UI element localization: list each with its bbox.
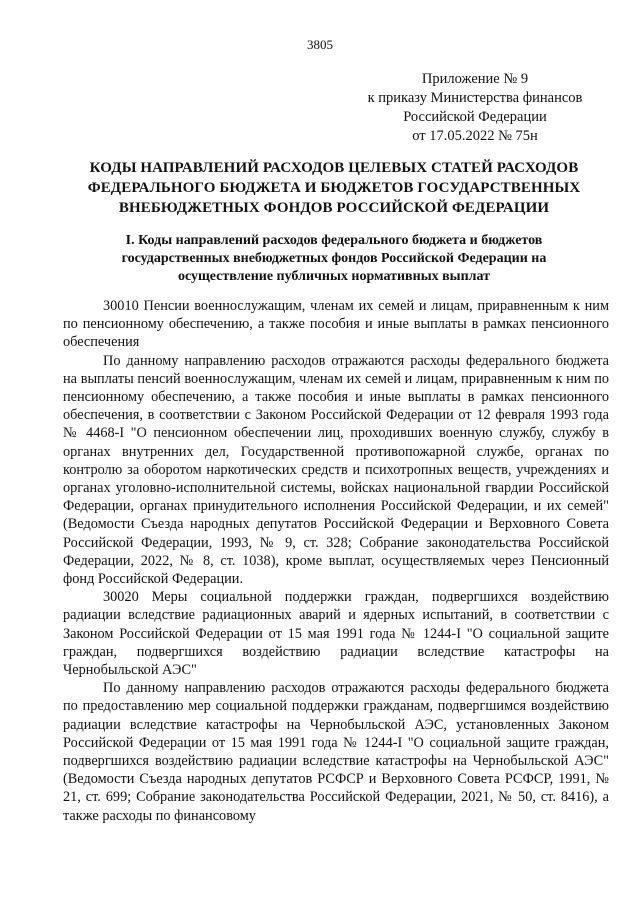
paragraph-text: По данному направлению расходов отражаются расходы федерального бюджета на выплаты пенсий военнослужащим, членам их семей и лицам, приравненным к ним по пенсионному обеспечению, а также пособия и иные выплаты в рамках пенсионного обеспечения, в соответствии с Законом Российской Федерации от 12 февраля 1993 года № 4468-I "О пенсионном обеспечении лиц, проходивших военную службу, службу в органах внутренних дел, Государственной противопожарной службе, органах по контролю за оборотом наркотических средств и психотропных веществ, учреждениях и органах уголовно-исполнительной системы, войсках национальной гвардии Российской Федерации, органах принудительного исполнения Российской Федерации, и их семей" (Ведомости Съезда народных депутатов Российской Федерации и Верховного Совета Российской Федерации, 1993, № 9, ст. 328; Собрание законодательства Российской Федерации, 2022, № 8, ст. 1038), кроме выплат, осуществляемых через Пенсионный фонд Российской Федерации. bbox=[63, 352, 609, 588]
paragraph-text: Меры социальной поддержки граждан, подвергшихся воздействию радиации вследствие радиационных аварий и ядерных испытаний, в соответствии с Законом Российской Федерации от 15 мая 1991 года № 1244-I "О социальной защите граждан, подвергшихся воздействию радиации вследствие катастрофы на Чернобыльской АЭС" bbox=[63, 589, 609, 679]
expense-code: 30020 bbox=[103, 589, 139, 606]
main-title-line: ВНЕБЮДЖЕТНЫХ ФОНДОВ РОССИЙСКОЙ ФЕДЕРАЦИИ bbox=[118, 200, 550, 216]
paragraph-30010 bbox=[63, 297, 609, 352]
paragraph-description bbox=[63, 352, 609, 589]
expense-code: 30010 bbox=[103, 298, 139, 314]
appendix-line: от 17.05.2022 № 75н bbox=[412, 128, 538, 144]
section-title bbox=[60, 232, 608, 286]
paragraph-description bbox=[63, 679, 609, 825]
section-title-line: I. Коды направлений расходов федерального бюджета и бюджетов bbox=[125, 233, 543, 248]
paragraph-text: Пенсии военнослужащим, членам их семей и лицам, приравненным к ним по пенсионному обеспечению, а также пособия и иные выплаты в рамках пенсионного обеспечения bbox=[63, 298, 609, 351]
page-number: 3805 bbox=[307, 37, 333, 52]
paragraph-30020 bbox=[63, 588, 609, 679]
appendix-block bbox=[340, 70, 610, 146]
body-text bbox=[63, 297, 609, 825]
section-title-line: государственных внебюджетных фондов Российской Федерации на bbox=[121, 251, 547, 266]
main-title bbox=[60, 158, 608, 218]
appendix-line: Российской Федерации bbox=[403, 109, 547, 125]
appendix-line: Приложение № 9 bbox=[421, 71, 529, 87]
section-title-line: осуществление публичных нормативных выплат bbox=[177, 269, 491, 284]
main-title-line: ФЕДЕРАЛЬНОГО БЮДЖЕТА И БЮДЖЕТОВ ГОСУДАРСТВЕННЫХ bbox=[87, 180, 581, 196]
paragraph-text: По данному направлению расходов отражаются расходы федерального бюджета по предоставлению мер социальной поддержки гражданам, подвергшимся воздействию радиации вследствие катастрофы на Чернобыльской АЭС, установленных Законом Российской Федерации от 15 мая 1991 года № 1244-I "О социальной защите граждан, подвергшихся воздействию радиации вследствие катастрофы на Чернобыльской АЭС" (Ведомости Съезда народных депутатов РСФСР и Верховного Совета РСФСР, 1991, № 21, ст. 699; Собрание законодательства Российской Федерации, 2021, № 50, ст. 8416), а также расходы по финансовому bbox=[63, 680, 609, 824]
main-title-line: КОДЫ НАПРАВЛЕНИЙ РАСХОДОВ ЦЕЛЕВЫХ СТАТЕЙ РАСХОДОВ bbox=[89, 160, 579, 176]
appendix-line: к приказу Министерства финансов bbox=[367, 90, 583, 106]
